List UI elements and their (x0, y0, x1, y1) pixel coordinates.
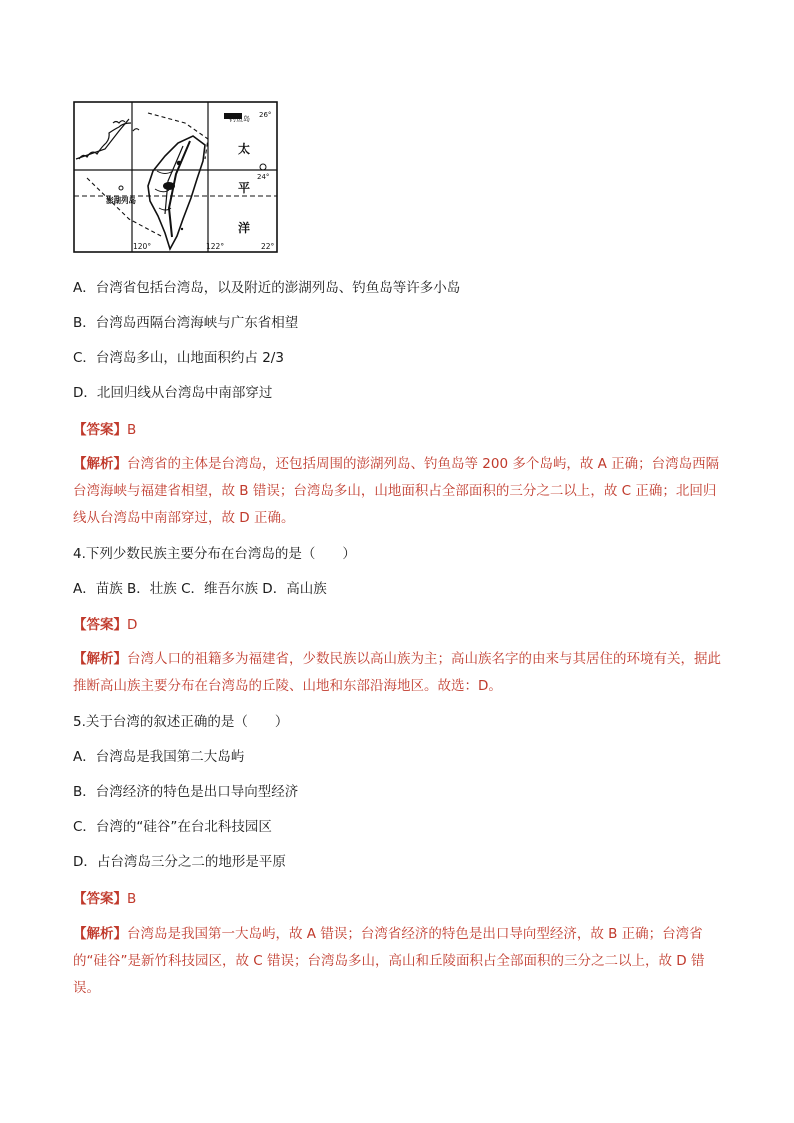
q5-stem: 5.关于台湾的叙述正确的是（ ） (73, 714, 289, 730)
answer-value: B (127, 422, 137, 438)
map-label-yang: 洋 (238, 221, 251, 235)
q4-analysis (73, 646, 721, 700)
map-label-penghu: 澎湖列岛 (106, 196, 136, 205)
q4-stem: 4.下列少数民族主要分布在台湾岛的是（ ） (73, 546, 356, 562)
taiwan-map (73, 101, 278, 253)
analysis-tag: 【解析】 (73, 651, 127, 667)
map-label-122: 122° (206, 242, 225, 251)
map-label-tai: 太 (238, 142, 251, 156)
q5-option-c: C．台湾的“硅谷”在台北科技园区 (73, 819, 272, 835)
map-label-diaoyu: 钓鱼岛 (229, 115, 250, 123)
answer-tag: 【答案】 (73, 422, 127, 438)
q3-option-a: A．台湾省包括台湾岛，以及附近的澎湖列岛、钓鱼岛等许多小岛 (73, 280, 461, 296)
answer-value: D (127, 617, 138, 633)
analysis-tag: 【解析】 (73, 926, 127, 942)
q5-analysis (73, 921, 721, 1002)
q3-option-b: B．台湾岛西隔台湾海峡与广东省相望 (73, 315, 299, 331)
analysis-text: 台湾省的主体是台湾岛，还包括周围的澎湖列岛、钓鱼岛等 200 多个岛屿，故 A 正确；台湾岛西隔台湾海峡与福建省相望，故 B 错误；台湾岛多山，山地面积占全部面积的三分之二以上，故 C 正确；北回归线从台湾岛中南部穿过，故 D 正确。 (73, 456, 720, 526)
map-label-ping: 平 (238, 181, 251, 195)
q5-option-a: A．台湾岛是我国第二大岛屿 (73, 749, 245, 765)
answer-value: B (127, 891, 137, 907)
q3-option-c: C．台湾岛多山，山地面积约占 2/3 (73, 350, 284, 366)
answer-tag: 【答案】 (73, 617, 127, 633)
analysis-text: 台湾岛是我国第一大岛屿，故 A 错误；台湾省经济的特色是出口导向型经济，故 B 正确；台湾省的“硅谷”是新竹科技园区，故 C 错误；台湾岛多山，高山和丘陵面积占全部面积的三分之二以上，故 D 错误。 (73, 926, 705, 996)
q3-answer (73, 421, 136, 439)
q3-option-d: D．北回归线从台湾岛中南部穿过 (73, 385, 273, 401)
analysis-text: 台湾人口的祖籍多为福建省，少数民族以高山族为主；高山族名字的由来与其居住的环境有关，据此推断高山族主要分布在台湾岛的丘陵、山地和东部沿海地区。故选：D。 (73, 651, 721, 694)
analysis-tag: 【解析】 (73, 456, 127, 472)
q3-analysis (73, 451, 721, 532)
map-label-24: 24° (257, 173, 270, 181)
q4-answer (73, 616, 137, 634)
map-label-diaoyu-deg: 26° (259, 111, 272, 119)
q5-option-b: B．台湾经济的特色是出口导向型经济 (73, 784, 299, 800)
q5-answer (73, 890, 136, 908)
map-label-22: 22° (261, 242, 275, 251)
map-label-120: 120° (133, 242, 152, 251)
q5-option-d: D．占台湾岛三分之二的地形是平原 (73, 854, 286, 870)
answer-tag: 【答案】 (73, 891, 127, 907)
q4-options: A．苗族 B．壮族 C．维吾尔族 D．高山族 (73, 581, 327, 597)
